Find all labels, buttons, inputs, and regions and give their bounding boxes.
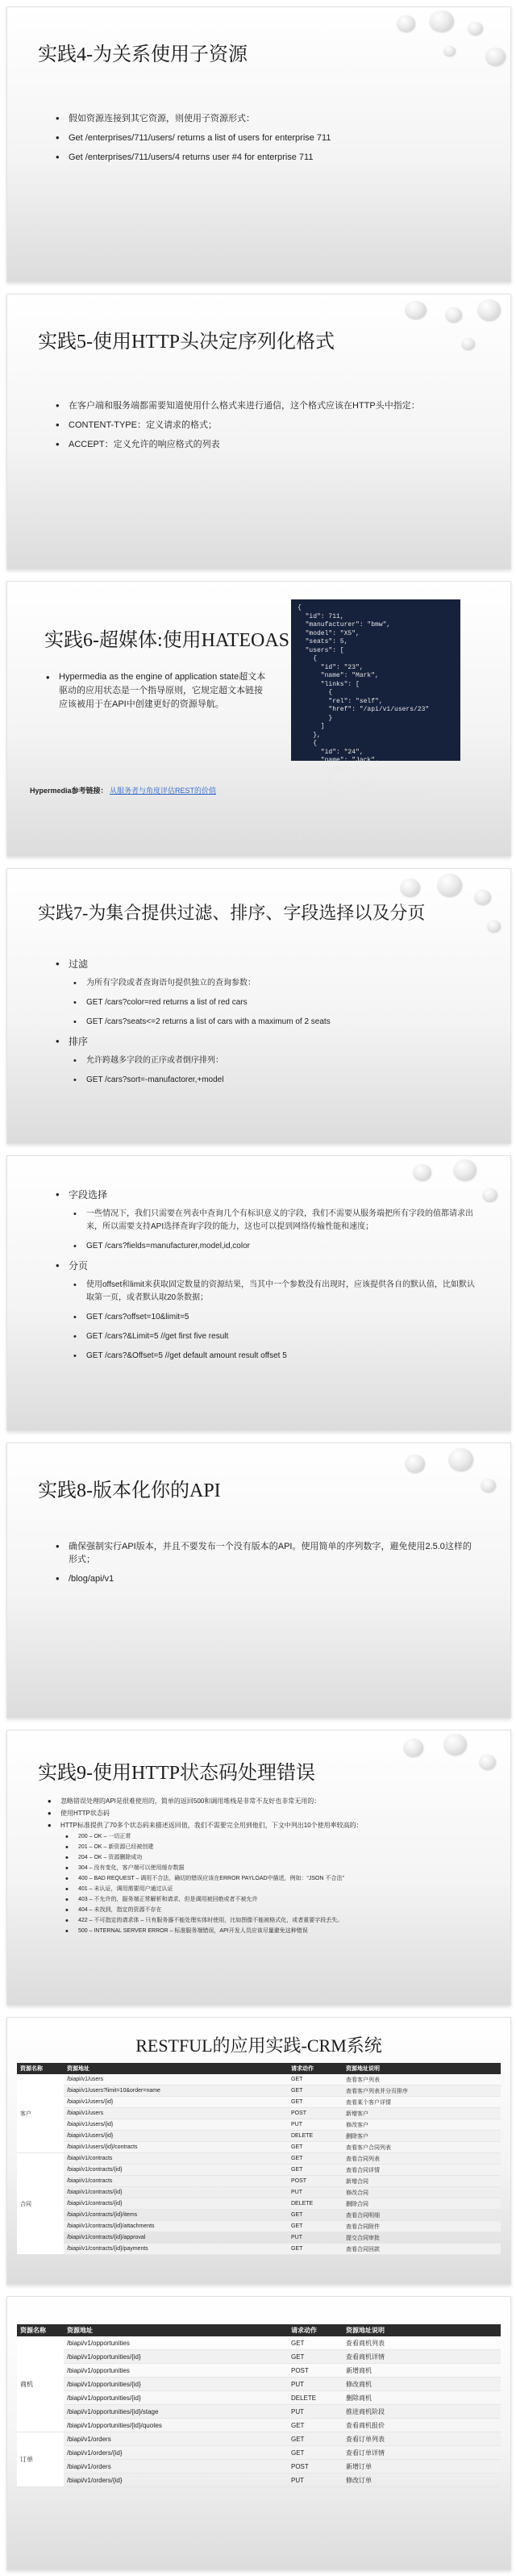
slide-title: 实践5-使用HTTP头决定序列化格式 bbox=[38, 332, 335, 353]
table-cell: PUT bbox=[288, 2378, 343, 2391]
table-cell: GET bbox=[288, 2336, 343, 2350]
table-row bbox=[17, 2210, 501, 2221]
table-cell: 删除客户 bbox=[343, 2131, 501, 2142]
table-cell: 查看商机列表 bbox=[343, 2336, 501, 2350]
sub-bullet-item: • GET /cars?fields=manufacturer,model,id,color bbox=[73, 1240, 478, 1253]
table-cell: 查看合同回款 bbox=[343, 2244, 501, 2255]
bullet-list bbox=[56, 1188, 478, 1369]
table-row bbox=[17, 2378, 501, 2391]
table-cell: /biapi/v1/users/{id} bbox=[64, 2131, 288, 2142]
table-cell: 查看合同列表 bbox=[343, 2153, 501, 2165]
table-cell: /biapi/v1/contracts/{id} bbox=[64, 2187, 288, 2198]
table-cell: DELETE bbox=[288, 2198, 343, 2210]
slide-title: 实践8-版本化你的API bbox=[38, 1480, 221, 1501]
table-row bbox=[17, 2108, 501, 2119]
table-cell: 新增客户 bbox=[343, 2108, 501, 2119]
table-cell: PUT bbox=[288, 2474, 343, 2487]
slide-title: RESTFUL的应用实践-CRM系统 bbox=[135, 2035, 382, 2056]
json-code-block: { "id": 711, "manufacturer": "bmw", "model": "X5", "seats": 5, "users": [ { "id": "23", "name": "Mark", "links": [ { "rel": "self", "href": "/api/v1/users/23" } ] }, { "id": "24", "name": "Jack", "links": [ { "rel": "self", "href": "/api/v1/users/24" } ] } ] } bbox=[291, 599, 460, 761]
table-cell: 新增商机 bbox=[343, 2364, 501, 2378]
sub-bullet-item: • 400 – BAD REQUEST – 调用不合法，确切的错误应该在ERROR PAYLOAD中描述，例如：“JSON 不合法” bbox=[65, 1875, 478, 1883]
table-row bbox=[17, 2350, 501, 2364]
table-cell: /biapi/v1/users bbox=[64, 2074, 288, 2085]
table-cell: GET bbox=[288, 2153, 343, 2165]
sub-bullet-item: • 500 – INTERNAL SERVER ERROR – 标准服务端错误，API开发人员应该尽量避免这种错误 bbox=[65, 1927, 478, 1935]
water-drops-decoration bbox=[381, 1443, 510, 1532]
table-cell: /biapi/v1/users/{id} bbox=[64, 2119, 288, 2131]
table-header: 请求动作 bbox=[288, 2324, 343, 2336]
table-cell: GET bbox=[288, 2350, 343, 2364]
table-group-cell: 订单 bbox=[17, 2432, 64, 2487]
bullet-item: • 忽略错误处理的API是很难使用的，简单的返回500和调用堆栈是非常不友好也非常无用的： bbox=[48, 1797, 478, 1806]
table-cell: GET bbox=[288, 2432, 343, 2446]
bullet-list bbox=[56, 112, 478, 170]
table-cell: 查看某个客户详情 bbox=[343, 2097, 501, 2108]
table-cell: 修改客户 bbox=[343, 2119, 501, 2131]
table-row bbox=[17, 2419, 501, 2432]
table-cell: GET bbox=[288, 2244, 343, 2255]
table-cell: 查看商机报价 bbox=[343, 2419, 501, 2432]
bullet-item: • ACCEPT：定义允许的响应格式的列表 bbox=[56, 438, 478, 451]
slide-title: 实践7-为集合提供过滤、排序、字段选择以及分页 bbox=[38, 903, 426, 923]
table-cell: 查看商机详情 bbox=[343, 2350, 501, 2364]
table-row bbox=[17, 2142, 501, 2153]
table-header: 资源名称 bbox=[17, 2063, 64, 2074]
slide-title: 实践6-超媒体:使用HATEOAS bbox=[44, 630, 289, 651]
table-row bbox=[17, 2085, 501, 2097]
table-cell: POST bbox=[288, 2364, 343, 2378]
slide-title: 实践9-使用HTTP状态码处理错误 bbox=[38, 1763, 315, 1784]
table-row bbox=[17, 2244, 501, 2255]
table-cell: GET bbox=[288, 2165, 343, 2176]
slide-crm-table bbox=[6, 2017, 511, 2285]
sub-bullet-item: • GET /cars?color=red returns a list of red cars bbox=[73, 996, 478, 1009]
bullet-item: • 分页 bbox=[56, 1259, 478, 1272]
table-row bbox=[17, 2165, 501, 2176]
table-group-cell: 商机 bbox=[17, 2336, 64, 2432]
table-cell: GET bbox=[288, 2085, 343, 2097]
slide-crm-table-continued bbox=[6, 2296, 511, 2570]
table-cell: /biapi/v1/orders bbox=[64, 2460, 288, 2474]
sub-bullet-item: • 403 – 不允许的，服务端正常解析和请求，但是调用被回绝或者不被允许 bbox=[65, 1896, 478, 1904]
table-cell: /biapi/v1/contracts/{id}/attachments bbox=[64, 2221, 288, 2232]
reference-line bbox=[30, 785, 216, 795]
slide-status-codes bbox=[6, 1730, 511, 2006]
table-cell: /biapi/v1/opportunities/{id} bbox=[64, 2378, 288, 2391]
table-group-cell: 合同 bbox=[17, 2153, 64, 2255]
table-cell: GET bbox=[288, 2097, 343, 2108]
table-header: 资源地址说明 bbox=[343, 2324, 501, 2336]
sub-bullet-item: • GET /cars?&Offset=5 //get default amount result offset 5 bbox=[73, 1350, 478, 1363]
bullet-item: • Get /enterprises/711/users/ returns a list of users for enterprise 711 bbox=[56, 132, 478, 144]
sub-bullet-item: • 200 – OK – 一切正常 bbox=[65, 1833, 478, 1841]
slide-title: 实践4-为关系使用子资源 bbox=[38, 44, 248, 65]
table-group-cell: 客户 bbox=[17, 2074, 64, 2153]
bullet-list bbox=[56, 1540, 478, 1592]
table-cell: 新增合同 bbox=[343, 2176, 501, 2187]
sub-bullet-item: • 204 – OK – 资源删除成功 bbox=[65, 1854, 478, 1862]
table-cell: PUT bbox=[288, 2119, 343, 2131]
table-cell: 查看合同明细 bbox=[343, 2210, 501, 2221]
table-row bbox=[17, 2153, 501, 2165]
table-cell: GET bbox=[288, 2142, 343, 2153]
table-cell: /biapi/v1/users?limit=10&order=name bbox=[64, 2085, 288, 2097]
slide-versioning bbox=[6, 1442, 511, 1718]
table-cell: 提交合同审批 bbox=[343, 2232, 501, 2244]
table-cell: /biapi/v1/contracts bbox=[64, 2153, 288, 2165]
table-cell: /biapi/v1/contracts bbox=[64, 2176, 288, 2187]
table-row bbox=[17, 2176, 501, 2187]
sub-bullet-item: • 404 – 未找到，指定的资源不存在 bbox=[65, 1906, 478, 1914]
table-row bbox=[17, 2336, 501, 2350]
table-cell: 查看客户合同列表 bbox=[343, 2142, 501, 2153]
api-table bbox=[17, 2324, 501, 2487]
sub-bullet-item: • 允许跨越多字段的正序或者倒序排列： bbox=[73, 1054, 478, 1067]
table-cell: 查看客户列表 bbox=[343, 2074, 501, 2085]
table-cell: 查看合同附件 bbox=[343, 2221, 501, 2232]
bullet-list bbox=[48, 1797, 478, 1938]
table-row bbox=[17, 2097, 501, 2108]
table-cell: GET bbox=[288, 2221, 343, 2232]
table-cell: /biapi/v1/orders/{id} bbox=[64, 2446, 288, 2460]
water-drops-decoration bbox=[381, 7, 510, 96]
table-cell: /biapi/v1/contracts/{id}/approval bbox=[64, 2232, 288, 2244]
table-cell: 查看订单详情 bbox=[343, 2446, 501, 2460]
sub-bullet-item: • GET /cars?sort=-manufactorer,+model bbox=[73, 1074, 478, 1087]
table-cell: PUT bbox=[288, 2232, 343, 2244]
bullet-item: • CONTENT-TYPE：定义请求的格式； bbox=[56, 419, 478, 432]
table-cell: GET bbox=[288, 2074, 343, 2085]
table-header: 资源地址说明 bbox=[343, 2063, 501, 2074]
table-row bbox=[17, 2446, 501, 2460]
table-cell: DELETE bbox=[288, 2131, 343, 2142]
bullet-item: • 在客户端和服务端都需要知道使用什么格式来进行通信，这个格式应该在HTTP头中指定： bbox=[56, 399, 478, 412]
table-row bbox=[17, 2232, 501, 2244]
sub-bullet-item: • GET /cars?offset=10&limit=5 bbox=[73, 1311, 478, 1324]
table-cell: /biapi/v1/contracts/{id} bbox=[64, 2165, 288, 2176]
table-cell: 删除商机 bbox=[343, 2391, 501, 2405]
bullet-item: • 假如资源连接到其它资源，则使用子资源形式： bbox=[56, 112, 478, 125]
table-cell: /biapi/v1/opportunities bbox=[64, 2364, 288, 2378]
sub-bullet-item: • 为所有字段或者查询语句提供独立的查询参数： bbox=[73, 977, 478, 990]
table-row bbox=[17, 2074, 501, 2085]
table-header: 资源名称 bbox=[17, 2324, 64, 2336]
water-drops-decoration bbox=[381, 294, 510, 383]
table-row bbox=[17, 2432, 501, 2446]
api-table bbox=[17, 2063, 501, 2255]
table-cell: 修改订单 bbox=[343, 2474, 501, 2487]
bullet-item: • 过滤 bbox=[56, 958, 478, 971]
table-cell: /biapi/v1/orders/{id} bbox=[64, 2474, 288, 2487]
table-row bbox=[17, 2187, 501, 2198]
slide-subresources bbox=[6, 6, 511, 282]
table-row bbox=[17, 2405, 501, 2419]
reference-label: Hypermedia参考链接： bbox=[30, 787, 108, 795]
table-header: 请求动作 bbox=[288, 2063, 343, 2074]
table-cell: 推进商机阶段 bbox=[343, 2405, 501, 2419]
table-header: 资源地址 bbox=[64, 2063, 288, 2074]
table-header: 资源地址 bbox=[64, 2324, 288, 2336]
table-cell: 修改合同 bbox=[343, 2187, 501, 2198]
table-cell: /biapi/v1/contracts/{id} bbox=[64, 2198, 288, 2210]
table-row bbox=[17, 2221, 501, 2232]
table-cell: GET bbox=[288, 2446, 343, 2460]
bullet-item: • 使用HTTP状态码 bbox=[48, 1809, 478, 1818]
bullet-list bbox=[56, 958, 478, 1093]
slide-hateoas bbox=[6, 581, 511, 857]
sub-bullet-item: • 304 – 没有变化，客户端可以使用缓存数据 bbox=[65, 1864, 478, 1873]
table-cell: DELETE bbox=[288, 2391, 343, 2405]
slide-filtering bbox=[6, 868, 511, 1144]
sub-bullet-item: • 401 – 未认证，调用需要用户通过认证 bbox=[65, 1885, 478, 1893]
table-cell: /biapi/v1/contracts/{id}/payments bbox=[64, 2244, 288, 2255]
table-cell: GET bbox=[288, 2419, 343, 2432]
table-cell: 删除合同 bbox=[343, 2198, 501, 2210]
table-cell: 查看合同详情 bbox=[343, 2165, 501, 2176]
table-cell: PUT bbox=[288, 2187, 343, 2198]
table-row bbox=[17, 2391, 501, 2405]
bullet-item: • 字段选择 bbox=[56, 1188, 478, 1201]
bullet-item: • /blog/api/v1 bbox=[56, 1572, 478, 1585]
table-cell: /biapi/v1/opportunities/{id} bbox=[64, 2350, 288, 2364]
table-cell: 新增订单 bbox=[343, 2460, 501, 2474]
sub-bullet-item: • 一些情况下，我们只需要在列表中查询几个有标识意义的字段，我们不需要从服务端把所有字段的值都请求出来，所以需要支持API选择查询字段的能力，这也可以提到网络传输性能和速度； bbox=[73, 1208, 478, 1234]
table-row bbox=[17, 2119, 501, 2131]
sub-bullet-item: • GET /cars?seats<=2 returns a list of cars with a maximum of 2 seats bbox=[73, 1016, 478, 1029]
bullet-item: • 确保强制实行API版本，并且不要发布一个没有版本的API。使用简单的序列数字，避免使用2.5.0这样的形式； bbox=[56, 1540, 478, 1566]
bullet-list bbox=[46, 670, 268, 718]
sub-bullet-item: • GET /cars?&Limit=5 //get first five result bbox=[73, 1330, 478, 1343]
table-cell: /biapi/v1/users/{id} bbox=[64, 2097, 288, 2108]
table-row bbox=[17, 2460, 501, 2474]
table-cell: GET bbox=[288, 2210, 343, 2221]
table-cell: 修改商机 bbox=[343, 2378, 501, 2391]
table-cell: POST bbox=[288, 2108, 343, 2119]
table-cell: POST bbox=[288, 2460, 343, 2474]
table-cell: /biapi/v1/users/{id}/contracts bbox=[64, 2142, 288, 2153]
sub-bullet-item: • 422 – 不可指定的请求体 – 只有服务器不能处理实体时使用，比如图像不能被格式化，或者重要字段丢失。 bbox=[65, 1917, 478, 1925]
table-row bbox=[17, 2474, 501, 2487]
table-cell: /biapi/v1/orders bbox=[64, 2432, 288, 2446]
bullet-item: • Get /enterprises/711/users/4 returns user #4 for enterprise 711 bbox=[56, 151, 478, 164]
slide-fields-pagination bbox=[6, 1155, 511, 1431]
slide-serialization bbox=[6, 294, 511, 570]
table-cell: /biapi/v1/opportunities/{id}/stage bbox=[64, 2405, 288, 2419]
table-row bbox=[17, 2198, 501, 2210]
bullet-item: • HTTP标准提供了70多个状态码来描述返回值，我们不需要完全用到他们，下文中列出10个使用率较高的： bbox=[48, 1821, 478, 1830]
bullet-item: • Hypermedia as the engine of application state超文本驱动的应用状态是一个指导原则，它规定超文本链接应该被用于在API中创建更好的资源导航。 bbox=[46, 670, 268, 712]
table-cell: /biapi/v1/contracts/{id}/items bbox=[64, 2210, 288, 2221]
reference-link[interactable]: 从服务者与角度评估REST的价值 bbox=[110, 787, 217, 795]
sub-bullet-item: • 使用offset和limit来获取固定数量的资源结果，当其中一个参数没有出现时，应该提供各自的默认值，比如默认取第一页，或者默认取20条数据； bbox=[73, 1279, 478, 1305]
table-cell: /biapi/v1/opportunities/{id} bbox=[64, 2391, 288, 2405]
table-cell: /biapi/v1/opportunities/{id}/quotes bbox=[64, 2419, 288, 2432]
table-cell: /biapi/v1/users bbox=[64, 2108, 288, 2119]
table-cell: /biapi/v1/opportunities bbox=[64, 2336, 288, 2350]
table-row bbox=[17, 2364, 501, 2378]
bullet-item: • 排序 bbox=[56, 1035, 478, 1048]
sub-bullet-item: • 201 – OK – 新资源已经被创建 bbox=[65, 1843, 478, 1852]
table-cell: 查看客户列表并分页排序 bbox=[343, 2085, 501, 2097]
table-cell: PUT bbox=[288, 2405, 343, 2419]
table-cell: 查看订单列表 bbox=[343, 2432, 501, 2446]
bullet-list bbox=[56, 399, 478, 457]
table-cell: POST bbox=[288, 2176, 343, 2187]
table-row bbox=[17, 2131, 501, 2142]
